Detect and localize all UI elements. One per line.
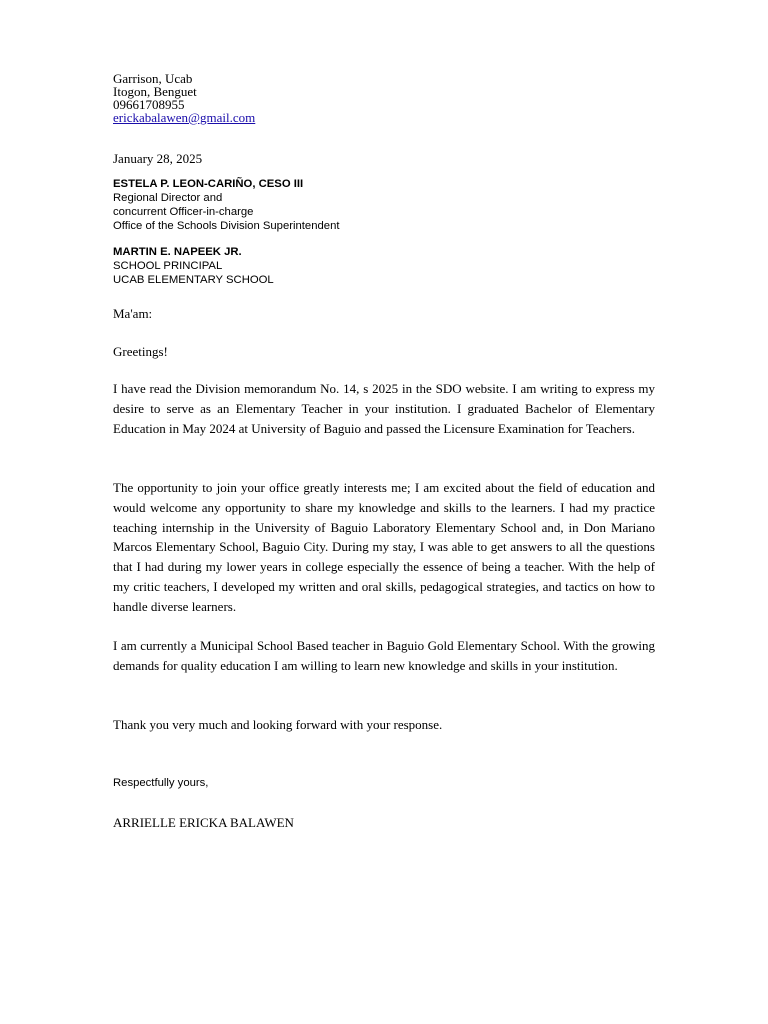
- paragraph-1-text: I have read the Division memorandum No. 14, s 2025 in the SDO website. I am writing to express my desire to serve as an Elementary Teacher in your institution. I graduated Bachelor of Elementary Education in May 2024 at University of Baguio and passed the Licensure Examination for Teachers.: [113, 381, 655, 436]
- greeting: Greetings!: [113, 344, 168, 359]
- recipient2-line2: UCAB ELEMENTARY SCHOOL: [113, 274, 274, 286]
- recipient1-line1: Regional Director and: [113, 192, 223, 204]
- sender-email-link[interactable]: erickabalawen@gmail.com: [113, 110, 256, 125]
- letter-date: January 28, 2025: [113, 151, 203, 166]
- recipient2-name: MARTIN E. NAPEEK JR.: [113, 246, 242, 258]
- closing: Respectfully yours,: [113, 777, 209, 789]
- recipient1-line3: Office of the Schools Division Superintendent: [113, 220, 340, 232]
- recipient1-name: ESTELA P. LEON-CARIÑO, CESO III: [113, 178, 304, 190]
- recipient2-block: [113, 245, 655, 287]
- paragraph-2-text: The opportunity to join your office greatly interests me; I am excited about the field of education and would welcome any opportunity to share my knowledge and skills to the learners. I had my practice teaching internship in the University of Baguio Laboratory Elementary School and, in Don Mariano Marcos Elementary School, Baguio City. During my stay, I was able to get answers to all the questions that I had during my lower years in college especially the essence of being a teacher. With the help of my critic teachers, I developed my written and oral skills, pedagogical strategies, and tactics on how to handle diverse learners.: [113, 480, 655, 614]
- sender-address-line2: Itogon, Benguet: [113, 84, 197, 99]
- body-paragraph-1: [113, 379, 655, 438]
- recipient1-block: [113, 177, 655, 233]
- paragraph-4-text: Thank you very much and looking forward with your response.: [113, 717, 443, 732]
- paragraph-3-text: I am currently a Municipal School Based teacher in Baguio Gold Elementary School. With the growing demands for quality education I am willing to learn new knowledge and skills in your institution.: [113, 638, 655, 673]
- recipient2-line1: SCHOOL PRINCIPAL: [113, 260, 223, 272]
- sender-address-line1: Garrison, Ucab: [113, 71, 193, 86]
- signature-name: ARRIELLE ERICKA BALAWEN: [113, 815, 294, 830]
- body-paragraph-4: [113, 715, 655, 735]
- recipient1-line2: concurrent Officer-in-charge: [113, 206, 254, 218]
- body-paragraph-2: [113, 478, 655, 617]
- sender-phone: 09661708955: [113, 97, 185, 112]
- sender-block: [113, 72, 655, 124]
- salutation: Ma'am:: [113, 306, 153, 321]
- body-paragraph-3: [113, 636, 655, 676]
